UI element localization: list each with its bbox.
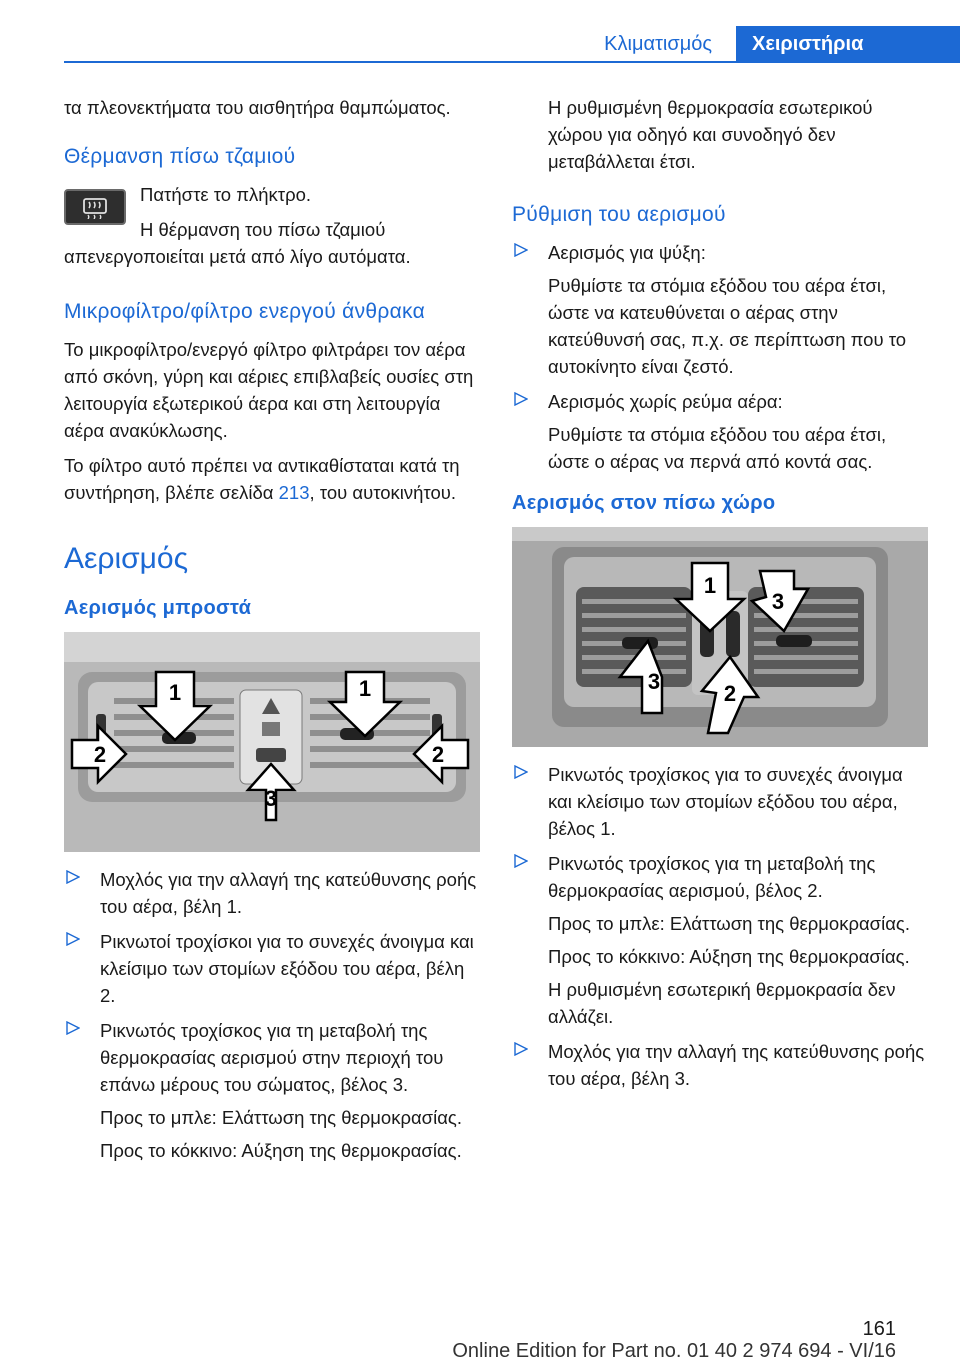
bullet-text: Προς το κόκκινο: Αύξηση της θερμοκρασίας.	[100, 1140, 462, 1161]
triangle-bullet-icon	[66, 870, 80, 884]
header-chapter-tab[interactable]: Χειριστήρια	[736, 26, 960, 62]
filter-paragraph-2	[64, 452, 480, 506]
front-fig-label: 1	[168, 680, 182, 705]
front-ventilation-heading: Αερισμός μπροστά	[64, 597, 252, 619]
bullet-text: Η ρυθμισμένη εσωτερική θερμοκρασία δεν αλλάζει.	[548, 979, 896, 1027]
front-fig-label: 2	[431, 742, 445, 767]
adjust-bullets	[512, 239, 928, 475]
rear-window-instruction	[64, 181, 480, 270]
list-item	[512, 850, 928, 1030]
page-number: 161	[862, 1318, 896, 1340]
rear-window-step-2: Η θέρμανση του πίσω τζαμιού απενεργοποιείται μετά από λίγο αυτόματα.	[64, 219, 411, 267]
triangle-bullet-icon	[66, 932, 80, 946]
bullet-text: Ρυθμίστε τα στόμια εξόδου του αέρα έτσι, ώστε ο αέρας να περνά από κοντά σας.	[548, 424, 887, 472]
filter-paragraph-1: Το μικροφίλτρο/ενεργό φίλτρο φιλτράρει τον αέρα από σκόνη, γύρη και αέριες επιβλαβείς ουσίες στη λειτουργία εξωτερικού άερα και στη λειτουργία αέρα ανακύκλωσης.	[64, 339, 474, 441]
header-section-title[interactable]: Κλιματισμός	[604, 33, 712, 55]
triangle-bullet-icon	[66, 1021, 80, 1035]
rear-vent-figure	[512, 527, 928, 747]
header-divider	[64, 61, 960, 63]
list-item	[512, 1038, 928, 1092]
list-item	[512, 388, 928, 475]
intro-paragraph: τα πλεονεκτήματα του αισθητήρα θαμπώματος.	[64, 97, 451, 118]
rear-window-step-1: Πατήστε το πλήκτρο.	[140, 184, 312, 205]
list-item	[64, 928, 480, 1009]
bullet-text: Ρικνωτοί τροχίσκοι για το συνεχές άνοιγμα και κλείσιμο των στομίων εξόδου του αέρα, βέλη 2.	[100, 931, 474, 1006]
triangle-bullet-icon	[514, 1042, 528, 1056]
bullet-text: Ρυθμίστε τα στόμια εξόδου του αέρα έτσι, ώστε να κατευθύνεται ο αέρας στην κατεύθυνσή σας, π.χ. σε περίπτωση που το αυτοκίνητο είναι ζεστό.	[548, 275, 907, 377]
rear-defrost-button-icon	[64, 189, 126, 225]
front-fig-label: 1	[358, 676, 372, 701]
triangle-bullet-icon	[514, 765, 528, 779]
rear-vent-bullets	[512, 761, 928, 1092]
bullet-text: Ρικνωτός τροχίσκος για το συνεχές άνοιγμα και κλείσιμο των στομίων εξόδου του αέρα, βέλος 1.	[548, 764, 903, 839]
bullet-text: Προς το μπλε: Ελάττωση της θερμοκρασίας.	[100, 1107, 462, 1128]
bullet-text: Μοχλός για την αλλαγή της κατεύθυνσης ροής του αέρα, βέλη 3.	[548, 1041, 925, 1089]
filter-heading: Μικροφίλτρο/φίλτρο ενεργού άνθρακα	[64, 300, 426, 323]
right-column	[512, 94, 928, 1100]
ventilation-title: Αερισμός	[64, 542, 189, 575]
triangle-bullet-icon	[514, 243, 528, 257]
bullet-text: Προς το μπλε: Ελάττωση της θερμοκρασίας.	[548, 913, 910, 934]
list-item	[64, 1017, 480, 1164]
filter-p2-text: Το φίλτρο αυτό πρέπει να αντικαθίσταται κατά τη συντήρηση, βλέπε σελίδα	[64, 455, 460, 503]
adjust-ventilation-heading: Ρύθμιση του αερισμού	[512, 203, 726, 226]
rear-fig-label: 1	[703, 573, 717, 598]
triangle-bullet-icon	[514, 392, 528, 406]
bullet-text: Μοχλός για την αλλαγή της κατεύθυνσης ροής του αέρα, βέλη 1.	[100, 869, 477, 917]
filter-p2-tail: , του αυτοκινήτου.	[309, 482, 457, 503]
front-vent-bullets	[64, 866, 480, 1164]
edition-note: Online Edition for Part no. 01 40 2 974 694 - VI/16	[452, 1340, 896, 1362]
rear-fig-label: 3	[647, 669, 661, 694]
front-fig-label: 2	[93, 742, 107, 767]
front-fig-label: 3	[264, 786, 278, 811]
bullet-text: Ρικνωτός τροχίσκος για τη μεταβολή της θερμοκρασίας αερισμού στην περιοχή του επάνω μέρους του σώματος, βέλος 3.	[100, 1020, 444, 1095]
bullet-text: Προς το κόκκινο: Αύξηση της θερμοκρασίας.	[548, 946, 910, 967]
triangle-bullet-icon	[514, 854, 528, 868]
bullet-text: Αερισμός χωρίς ρεύμα αέρα:	[548, 391, 783, 412]
page-213-link[interactable]: 213	[278, 482, 310, 503]
right-intro-paragraph: Η ρυθμισμένη θερμοκρασία εσωτερικού χώρου για οδηγό και συνοδηγό δεν μεταβάλλεται έτσι.	[548, 97, 873, 172]
list-item	[512, 761, 928, 842]
left-column	[64, 94, 480, 1172]
page-header	[0, 0, 960, 62]
page-footer	[0, 1318, 960, 1362]
bullet-text: Αερισμός για ψύξη:	[548, 242, 706, 263]
rear-fig-label: 2	[723, 681, 737, 706]
rear-window-heating-heading: Θέρμανση πίσω τζαμιού	[64, 145, 296, 168]
bullet-text: Ρικνωτός τροχίσκος για τη μεταβολή της θερμοκρασίας αερισμού, βέλος 2.	[548, 853, 876, 901]
rear-fig-label: 3	[771, 589, 785, 614]
front-vent-figure	[64, 632, 480, 852]
rear-ventilation-heading: Αερισμός στον πίσω χώρο	[512, 492, 776, 514]
list-item	[512, 239, 928, 380]
list-item	[64, 866, 480, 920]
